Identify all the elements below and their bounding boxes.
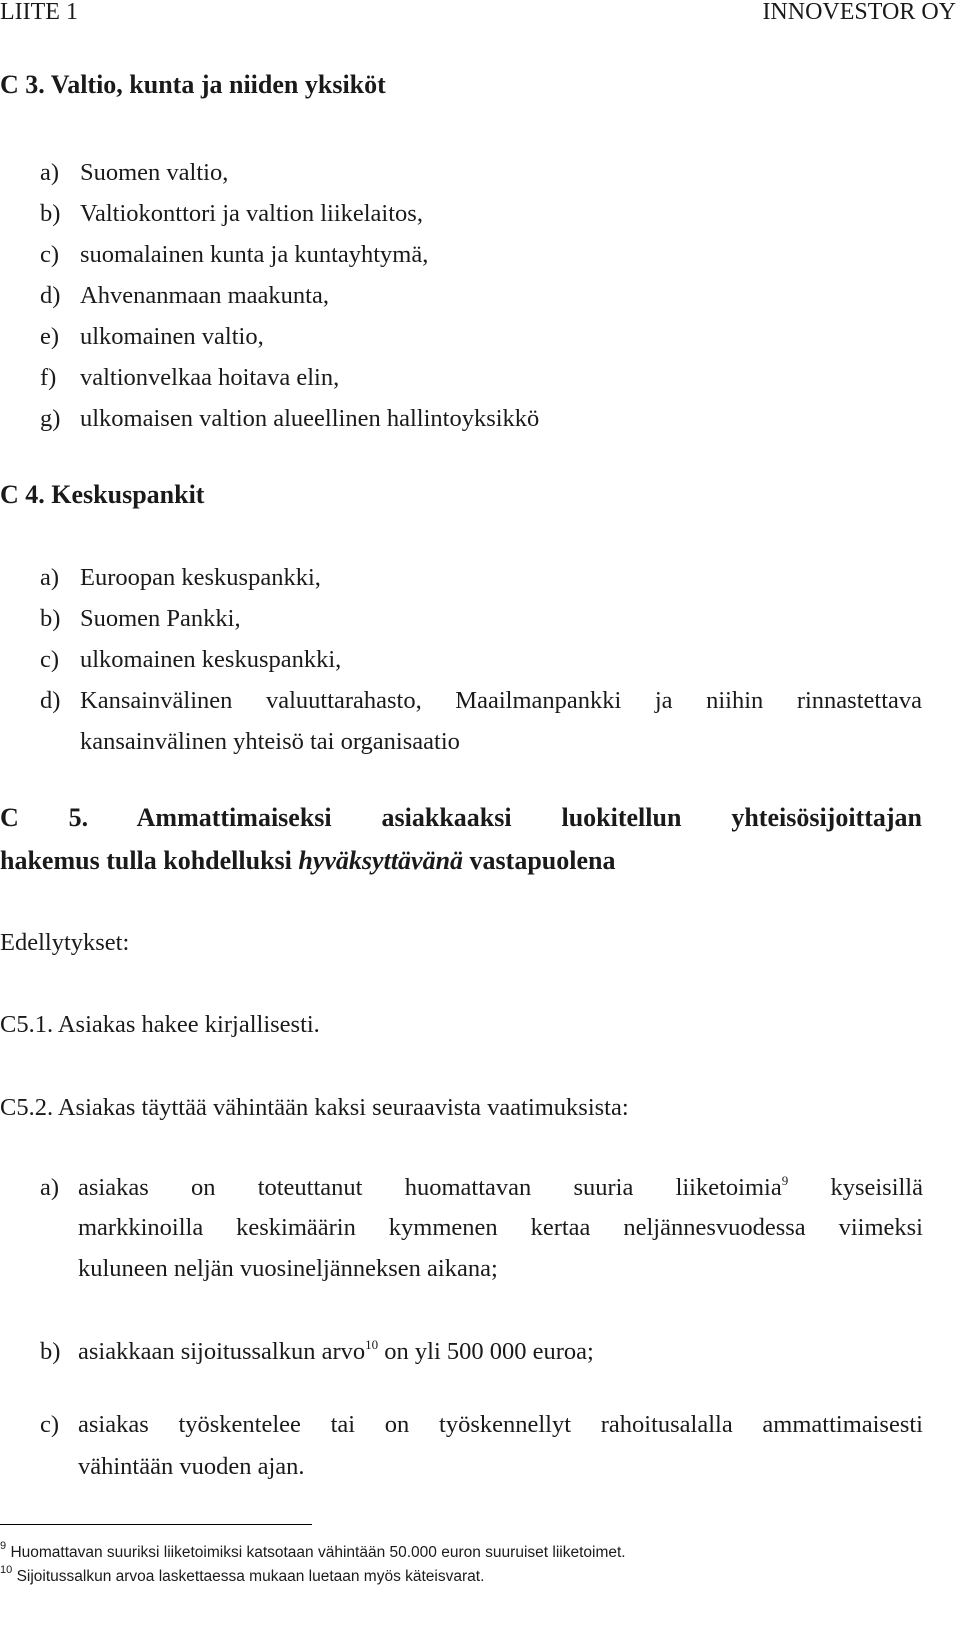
footnote-divider	[0, 1524, 312, 1525]
condition-c51: C5.1. Asiakas hakee kirjallisesti.	[0, 1011, 320, 1038]
list-item: b) Valtiokonttori ja valtion liikelaitos,	[40, 200, 423, 227]
requirement-c-label: c)	[40, 1411, 60, 1438]
requirement-a-line1: asiakas on toteuttanut huomattavan suuria liiketoimia$^9$ kyseisillä	[78, 1173, 923, 1201]
requirement-a-line2: markkinoilla keskimäärin kymmenen kertaa neljännesvuodessa viimeksi	[78, 1214, 923, 1241]
section-c5-title-line2: hakemus tulla kohdelluksi hyväksyttävänä vastapuolena	[0, 846, 616, 875]
list-item: f) valtionvelkaa hoitava elin,	[40, 364, 340, 391]
section-c3-list	[40, 152, 539, 439]
list-item: g) ulkomaisen valtion alueellinen hallintoyksikkö	[40, 405, 540, 432]
requirement-c-line2: vähintään vuoden ajan.	[78, 1453, 305, 1480]
list-item: b) Suomen Pankki,	[40, 605, 241, 632]
list-item: d) Ahvenanmaan maakunta,	[40, 282, 329, 309]
footnote-10: $^{10}$ Sijoitussalkun arvoa laskettaessa mukaan luetaan myös käteisvarat.	[0, 1564, 485, 1585]
condition-c52: C5.2. Asiakas täyttää vähintään kaksi seuraavista vaatimuksista:	[0, 1094, 629, 1121]
section-c4-title: C 4. Keskuspankit	[0, 480, 205, 509]
section-c5-title: C 5. Ammattimaiseksi asiakkaaksi luokitellun yhteisösijoittajan	[0, 803, 922, 832]
footnote-9: $^9$ Huomattavan suuriksi liiketoimiksi katsotaan vähintään 50.000 euron suuruiset liiketoimet.	[0, 1540, 626, 1561]
list-item: d) Kansainvälinen valuuttarahasto, Maailmanpankki ja niihin rinnastettava kansainvälinen yhteisö tai organisaatio	[40, 687, 922, 755]
list-item: e) ulkomainen valtio,	[40, 323, 264, 350]
requirement-a-line3: kuluneen neljän vuosineljänneksen aikana;	[78, 1255, 498, 1282]
list-item: c) suomalainen kunta ja kuntayhtymä,	[40, 241, 429, 268]
list-item: c) ulkomainen keskuspankki,	[40, 646, 342, 673]
conditions-label: Edellytykset:	[0, 929, 130, 956]
page-header	[0, 0, 958, 28]
list-item: a) Suomen valtio,	[40, 159, 229, 186]
header-left: LIITE 1	[0, 0, 78, 25]
section-c3-title: C 3. Valtio, kunta ja niiden yksiköt	[0, 70, 386, 99]
header-right: INNOVESTOR OY	[762, 0, 956, 25]
requirement-b-label: b)	[40, 1338, 61, 1365]
requirement-b-text: asiakkaan sijoitussalkun arvo$^{10}$ on yli 500 000 euroa;	[78, 1337, 594, 1365]
requirement-c-line1: asiakas työskentelee tai on työskennellyt rahoitusalalla ammattimaisesti	[78, 1411, 923, 1438]
requirement-a-label: a)	[40, 1174, 60, 1201]
list-item: a) Euroopan keskuspankki,	[40, 564, 321, 591]
section-c4-list	[40, 557, 922, 762]
